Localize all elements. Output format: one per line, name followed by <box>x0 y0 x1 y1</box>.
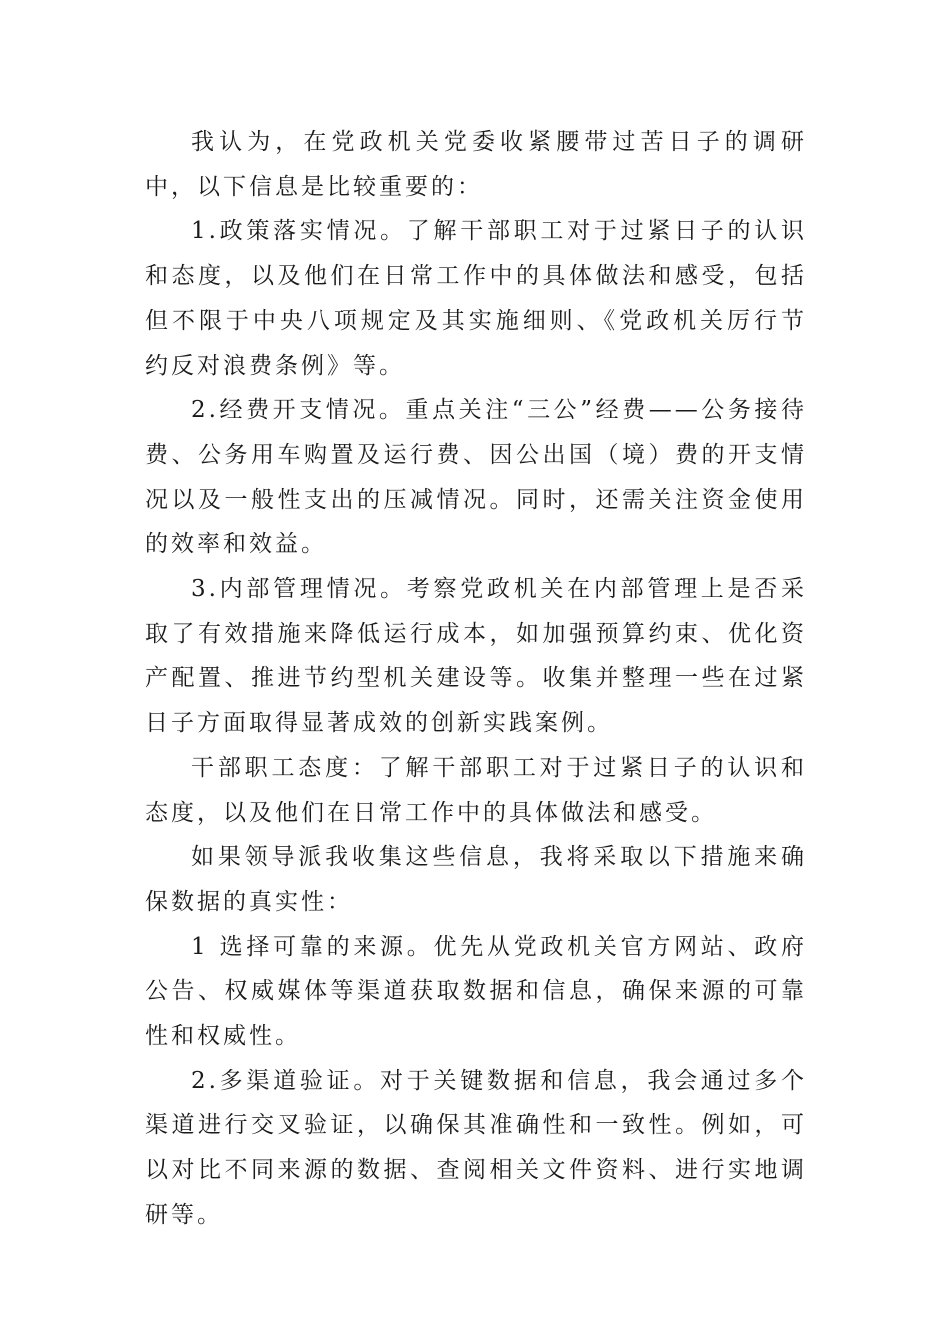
paragraph-reliable-sources: 1 选择可靠的来源。优先从党政机关官方网站、政府公告、权威媒体等渠道获取数据和信息，确保来源的可靠性和权威性。 <box>145 933 807 1050</box>
paragraph-policy-implementation: 1.政策落实情况。了解干部职工对于过紧日子的认识和态度，以及他们在日常工作中的具体做法和感受，包括但不限于中央八项规定及其实施细则、《党政机关厉行节约反对浪费条例》等。 <box>145 218 807 379</box>
paragraph-multi-channel-verification: 2.多渠道验证。对于关键数据和信息，我会通过多个渠道进行交叉验证，以确保其准确性和一致性。例如，可以对比不同来源的数据、查阅相关文件资料、进行实地调研等。 <box>145 1067 807 1228</box>
paragraph-expenditure: 2.经费开支情况。重点关注“三公”经费——公务接待费、公务用车购置及运行费、因公出国（境）费的开支情况以及一般性支出的压减情况。同时，还需关注资金使用的效率和效益。 <box>145 397 807 558</box>
paragraph-staff-attitude: 干部职工态度：了解干部职工对于过紧日子的认识和态度，以及他们在日常工作中的具体做法和感受。 <box>145 754 807 826</box>
paragraph-measures-intro: 如果领导派我收集这些信息，我将采取以下措施来确保数据的真实性： <box>145 844 807 915</box>
paragraph-intro: 我认为，在党政机关党委收紧腰带过苦日子的调研中，以下信息是比较重要的： <box>145 129 807 200</box>
document-body <box>145 120 807 1238</box>
paragraph-internal-management: 3.内部管理情况。考察党政机关在内部管理上是否采取了有效措施来降低运行成本，如加强预算约束、优化资产配置、推进节约型机关建设等。收集并整理一些在过紧日子方面取得显著成效的创新实践案例。 <box>145 576 807 737</box>
